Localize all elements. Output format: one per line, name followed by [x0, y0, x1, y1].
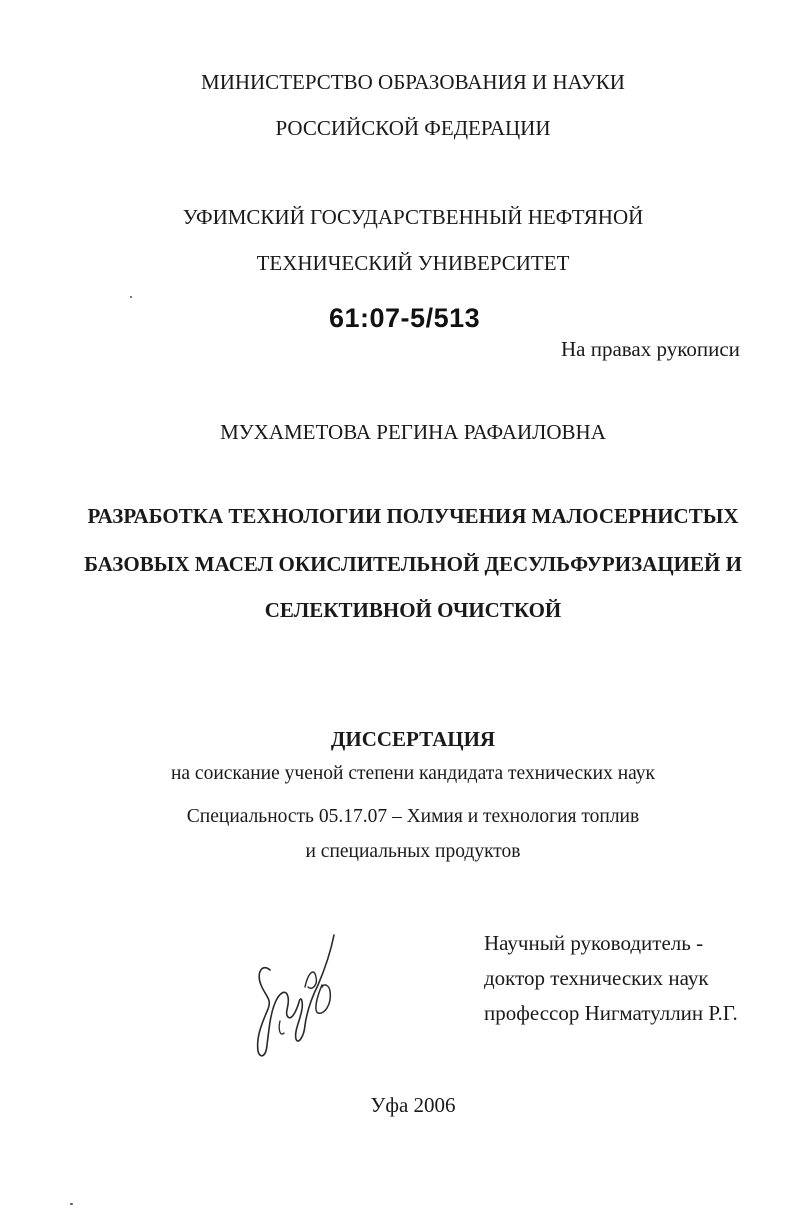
university-line-2: ТЕХНИЧЕСКИЙ УНИВЕРСИТЕТ	[256, 251, 570, 275]
author-name: МУХАМЕТОВА РЕГИНА РАФАИЛОВНА	[220, 420, 606, 444]
ministry-line-1: МИНИСТЕРСТВО ОБРАЗОВАНИЯ И НАУКИ	[201, 70, 625, 94]
supervisor-line-3: профессор Нигматуллин Р.Г.	[484, 1001, 738, 1025]
scan-speck	[130, 296, 132, 298]
title-line-1: РАЗРАБОТКА ТЕХНОЛОГИИ ПОЛУЧЕНИЯ МАЛОСЕРНИСТЫХ	[87, 504, 739, 528]
scan-speck	[70, 1203, 73, 1205]
supervisor-line-1: Научный руководитель -	[484, 931, 704, 955]
manuscript-note: На правах рукописи	[561, 337, 740, 361]
work-type-heading: ДИССЕРТАЦИЯ	[330, 727, 496, 751]
supervisor-line-2: доктор технических наук	[484, 966, 709, 990]
city-year: Уфа 2006	[370, 1093, 456, 1117]
title-line-2: БАЗОВЫХ МАСЕЛ ОКИСЛИТЕЛЬНОЙ ДЕСУЛЬФУРИЗАЦИЕЙ И	[84, 552, 742, 576]
specialty-line-1: Специальность 05.17.07 – Химия и технология топлив	[186, 806, 640, 827]
handwritten-signature-icon	[242, 925, 352, 1065]
ministry-line-2: РОССИЙСКОЙ ФЕДЕРАЦИИ	[275, 116, 551, 140]
title-line-3: СЕЛЕКТИВНОЙ ОЧИСТКОЙ	[264, 598, 562, 622]
specialty-line-2: и специальных продуктов	[305, 841, 521, 862]
university-line-1: УФИМСКИЙ ГОСУДАРСТВЕННЫЙ НЕФТЯНОЙ	[182, 205, 644, 229]
catalog-code: 61:07-5/513	[329, 303, 481, 333]
degree-line: на соискание ученой степени кандидата технических наук	[170, 763, 656, 784]
